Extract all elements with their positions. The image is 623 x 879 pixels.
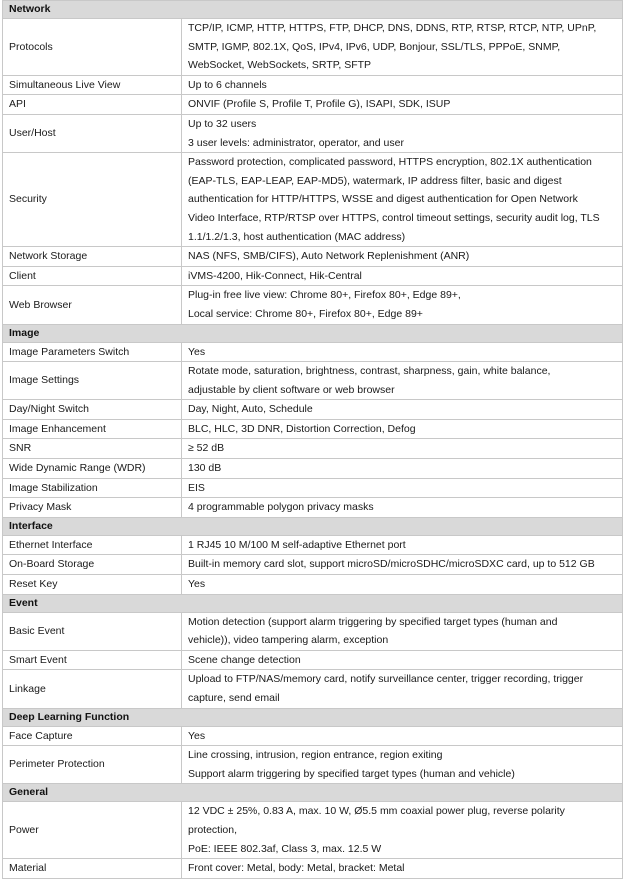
- spec-value-line: authentication for HTTP/HTTPS, WSSE and digest authentication for Open Network: [188, 193, 578, 206]
- spec-label: Power: [3, 802, 182, 859]
- spec-table-body: [3, 1, 623, 879]
- spec-value: [182, 726, 623, 746]
- spec-value: [182, 153, 623, 247]
- spec-value-line: Yes: [188, 345, 206, 358]
- spec-value: [182, 75, 623, 95]
- spec-value: [182, 670, 623, 708]
- spec-value-line: Rotate mode, saturation, brightness, contrast, sharpness, gain, white balance,: [188, 365, 551, 378]
- spec-label: Day/Night Switch: [3, 400, 182, 420]
- spec-value: [182, 400, 623, 420]
- spec-value-line: 12 VDC ± 25%, 0.83 A, max. 10 W, Ø5.5 mm coaxial power plug, reverse polarity: [188, 805, 565, 818]
- section-title: General: [3, 784, 623, 802]
- section-title: Event: [3, 594, 623, 612]
- spec-label: Smart Event: [3, 650, 182, 670]
- spec-label: Simultaneous Live View: [3, 75, 182, 95]
- spec-value-line: 1 RJ45 10 M/100 M self-adaptive Ethernet port: [188, 538, 406, 551]
- spec-value-line: SMTP, IGMP, 802.1X, QoS, IPv4, IPv6, UDP, Bonjour, SSL/TLS, PPPoE, SNMP,: [188, 40, 561, 53]
- spec-value-line: Password protection, complicated password, HTTPS encryption, 802.1X authentication: [188, 156, 592, 169]
- spec-label: Protocols: [3, 19, 182, 76]
- spec-value-line: BLC, HLC, 3D DNR, Distortion Correction, Defog: [188, 422, 416, 435]
- spec-row: [3, 400, 623, 420]
- spec-label: Security: [3, 153, 182, 247]
- spec-row: [3, 575, 623, 595]
- spec-value-line: Line crossing, intrusion, region entrance, region exiting: [188, 749, 443, 762]
- spec-label: SNR: [3, 439, 182, 459]
- section-title: Interface: [3, 517, 623, 535]
- spec-label: Image Enhancement: [3, 419, 182, 439]
- spec-value: [182, 439, 623, 459]
- section-title: Network: [3, 1, 623, 19]
- spec-value-line: WebSocket, WebSockets, SRTP, SFTP: [188, 59, 372, 72]
- section-header: [3, 517, 623, 535]
- spec-value: [182, 859, 623, 879]
- spec-label: Ethernet Interface: [3, 535, 182, 555]
- spec-value: [182, 19, 623, 76]
- spec-value-line: PoE: IEEE 802.3af, Class 3, max. 12.5 W: [188, 842, 382, 855]
- spec-label: Face Capture: [3, 726, 182, 746]
- section-header: [3, 1, 623, 19]
- spec-label: Linkage: [3, 670, 182, 708]
- spec-row: [3, 859, 623, 879]
- spec-value-line: adjustable by client software or web browser: [188, 383, 395, 396]
- spec-row: [3, 439, 623, 459]
- spec-row: [3, 286, 623, 324]
- spec-value-line: (EAP-TLS, EAP-LEAP, EAP-MD5), watermark, IP address filter, basic and digest: [188, 174, 562, 187]
- spec-value: [182, 114, 623, 152]
- spec-label: Perimeter Protection: [3, 746, 182, 784]
- spec-row: [3, 95, 623, 115]
- spec-label: Image Parameters Switch: [3, 342, 182, 362]
- spec-label: Image Stabilization: [3, 478, 182, 498]
- spec-row: [3, 746, 623, 784]
- spec-label: Reset Key: [3, 575, 182, 595]
- spec-value: [182, 746, 623, 784]
- spec-value: [182, 95, 623, 115]
- spec-row: [3, 555, 623, 575]
- spec-row: [3, 726, 623, 746]
- spec-value-line: iVMS-4200, Hik-Connect, Hik-Central: [188, 269, 362, 282]
- spec-value-line: ONVIF (Profile S, Profile T, Profile G), ISAPI, SDK, ISUP: [188, 98, 451, 111]
- spec-value-line: Yes: [188, 578, 206, 591]
- spec-row: [3, 419, 623, 439]
- spec-value: [182, 478, 623, 498]
- spec-value: [182, 342, 623, 362]
- spec-label: On-Board Storage: [3, 555, 182, 575]
- spec-row: [3, 342, 623, 362]
- spec-value: [182, 612, 623, 650]
- spec-label: API: [3, 95, 182, 115]
- spec-label: Image Settings: [3, 362, 182, 400]
- spec-value-line: 1.1/1.2/1.3, host authentication (MAC address): [188, 230, 406, 243]
- spec-value-line: Up to 32 users: [188, 117, 257, 130]
- spec-value: [182, 575, 623, 595]
- spec-row: [3, 802, 623, 859]
- spec-row: [3, 19, 623, 76]
- spec-label: Privacy Mask: [3, 498, 182, 518]
- spec-label: Web Browser: [3, 286, 182, 324]
- spec-row: [3, 612, 623, 650]
- spec-value: [182, 266, 623, 286]
- spec-value-line: Yes: [188, 729, 206, 742]
- spec-label: Wide Dynamic Range (WDR): [3, 459, 182, 479]
- spec-value-line: 3 user levels: administrator, operator, and user: [188, 136, 404, 149]
- spec-value-line: ≥ 52 dB: [188, 442, 225, 455]
- spec-row: [3, 266, 623, 286]
- spec-table: [2, 0, 623, 879]
- spec-value-line: 4 programmable polygon privacy masks: [188, 501, 374, 514]
- spec-label: User/Host: [3, 114, 182, 152]
- spec-value: [182, 498, 623, 518]
- spec-value-line: Motion detection (support alarm triggering by specified target types (human and: [188, 615, 558, 628]
- spec-value: [182, 419, 623, 439]
- spec-value: [182, 247, 623, 267]
- spec-row: [3, 498, 623, 518]
- spec-value: [182, 286, 623, 324]
- spec-value-line: Built-in memory card slot, support microSD/microSDHC/microSDXC card, up to 512 GB: [188, 558, 595, 571]
- spec-row: [3, 650, 623, 670]
- spec-value-line: Day, Night, Auto, Schedule: [188, 403, 313, 416]
- spec-row: [3, 535, 623, 555]
- spec-value-line: capture, send email: [188, 692, 280, 704]
- spec-label: Basic Event: [3, 612, 182, 650]
- spec-row: [3, 247, 623, 267]
- spec-label: Material: [3, 859, 182, 879]
- spec-value-line: Scene change detection: [188, 653, 301, 666]
- spec-label: Network Storage: [3, 247, 182, 267]
- spec-value: [182, 802, 623, 859]
- spec-label: Client: [3, 266, 182, 286]
- spec-row: [3, 75, 623, 95]
- spec-row: [3, 459, 623, 479]
- section-title: Deep Learning Function: [3, 708, 623, 726]
- spec-value-line: Support alarm triggering by specified target types (human and vehicle): [188, 767, 515, 780]
- spec-value-line: Upload to FTP/NAS/memory card, notify surveillance center, trigger recording, trigger: [188, 673, 584, 686]
- section-header: [3, 784, 623, 802]
- spec-value-line: Plug-in free live view: Chrome 80+, Firefox 80+, Edge 89+,: [188, 289, 461, 302]
- spec-row: [3, 362, 623, 400]
- section-header: [3, 708, 623, 726]
- section-header: [3, 324, 623, 342]
- spec-value: [182, 555, 623, 575]
- spec-value-line: 130 dB: [188, 462, 222, 475]
- spec-value-line: NAS (NFS, SMB/CIFS), Auto Network Replenishment (ANR): [188, 250, 470, 263]
- spec-value-line: TCP/IP, ICMP, HTTP, HTTPS, FTP, DHCP, DNS, DDNS, RTP, RTSP, RTCP, NTP, UPnP,: [188, 22, 597, 34]
- spec-row: [3, 153, 623, 247]
- spec-value-line: Local service: Chrome 80+, Firefox 80+, Edge 89+: [188, 307, 423, 320]
- spec-value: [182, 650, 623, 670]
- spec-value-line: Video Interface, RTP/RTSP over HTTPS, control timeout settings, security audit log, TLS: [188, 211, 600, 224]
- spec-value-line: Front cover: Metal, body: Metal, bracket: Metal: [188, 862, 405, 875]
- spec-row: [3, 670, 623, 708]
- spec-value-line: Up to 6 channels: [188, 78, 267, 91]
- spec-value-line: protection,: [188, 823, 238, 836]
- spec-value-line: EIS: [188, 481, 205, 494]
- spec-value: [182, 535, 623, 555]
- spec-value-line: vehicle)), video tampering alarm, exception: [188, 634, 389, 647]
- spec-row: [3, 114, 623, 152]
- spec-row: [3, 478, 623, 498]
- section-title: Image: [3, 324, 623, 342]
- spec-value: [182, 362, 623, 400]
- spec-value: [182, 459, 623, 479]
- section-header: [3, 594, 623, 612]
